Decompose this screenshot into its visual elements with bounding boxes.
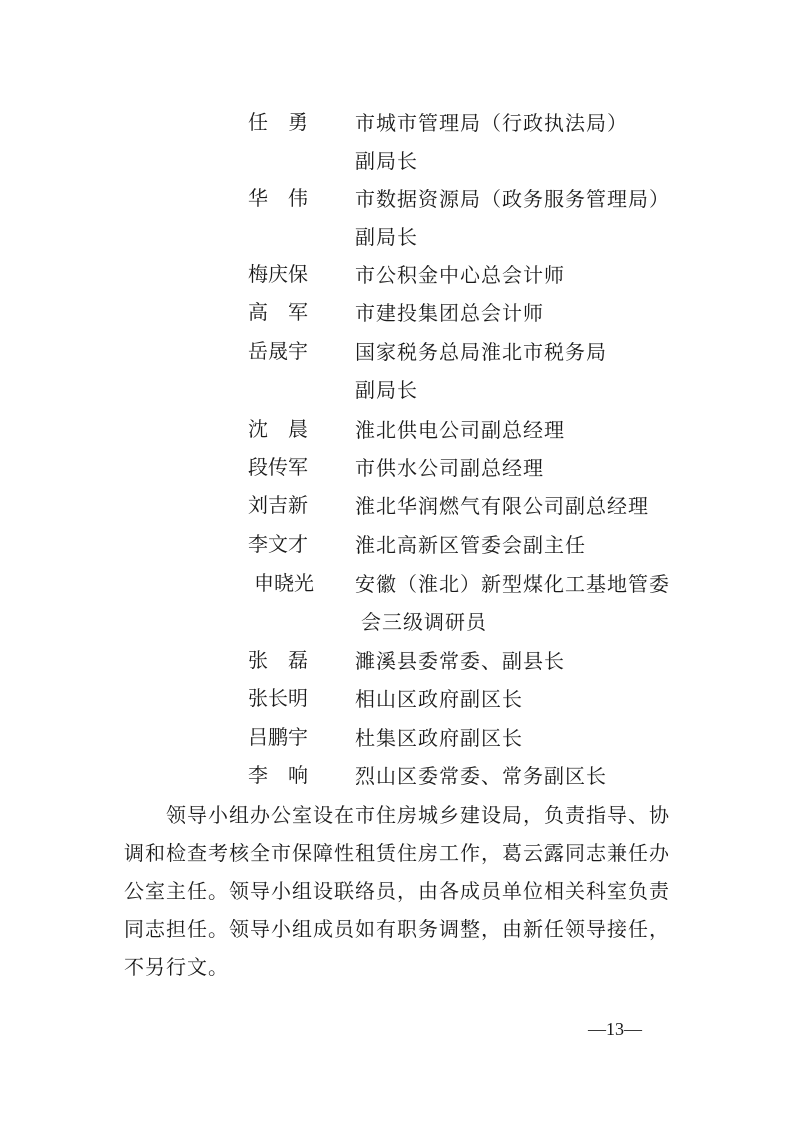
member-row (0, 180, 793, 249)
member-title (355, 757, 685, 795)
member-title-line: 淮北供电公司副总经理 (355, 418, 565, 442)
member-title (355, 104, 685, 180)
member-title-line: 市建投集团总会计师 (355, 301, 544, 325)
page-number: —13— (588, 1019, 642, 1039)
member-title-line: 安徽（淮北）新型煤化工基地管委 (355, 572, 670, 596)
member-row (0, 104, 793, 173)
member-title-line: 市数据资源局（政务服务管理局） (355, 187, 670, 211)
member-title (355, 526, 685, 564)
member-row (0, 487, 793, 527)
member-title-line: 国家税务总局淮北市税务局 (355, 340, 607, 364)
member-title-line: 濉溪县委常委、副县长 (355, 649, 565, 673)
member-name: 岳晟宇 (248, 339, 308, 363)
member-title (355, 449, 685, 487)
member-name: 吕鹏宇 (248, 725, 308, 749)
member-title (355, 642, 685, 680)
member-title (355, 411, 685, 449)
member-title (355, 294, 685, 332)
member-title-line: 杜集区政府副区长 (355, 726, 523, 750)
member-row (0, 333, 793, 402)
member-title-line: 淮北高新区管委会副主任 (355, 533, 586, 557)
notes-line: 不另行文。 (124, 955, 229, 979)
notes-line: 领导小组办公室设在市住房城乡建设局，负责指导、协 (124, 803, 670, 827)
member-title-line: 会三级调研员 (361, 610, 487, 634)
member-row (0, 757, 793, 797)
member-title (355, 333, 685, 409)
member-name: 华 伟 (248, 186, 308, 210)
member-title (355, 719, 685, 757)
member-title (355, 256, 685, 294)
member-title (355, 680, 685, 718)
member-row (0, 411, 793, 451)
member-row (0, 565, 793, 634)
member-row (0, 526, 793, 566)
member-title-line: 副局长 (355, 149, 418, 173)
notes-line: 调和检查考核全市保障性租赁住房工作，葛云露同志兼任办 (124, 841, 670, 865)
member-row (0, 719, 793, 759)
member-title-line: 副局长 (355, 225, 418, 249)
member-name: 梅庆保 (248, 262, 308, 286)
member-name: 李文才 (248, 532, 308, 556)
member-name: 任 勇 (248, 110, 308, 134)
member-name: 李 响 (248, 763, 308, 787)
member-title (355, 487, 685, 525)
member-name: 段传军 (248, 455, 308, 479)
member-title-line: 市城市管理局（行政执法局） (355, 111, 628, 135)
member-title-line: 市公积金中心总会计师 (355, 263, 565, 287)
member-name: 沈 晨 (248, 417, 308, 441)
member-row (0, 294, 793, 334)
member-title-line: 副局长 (355, 378, 418, 402)
office-notes-paragraph (124, 796, 684, 986)
member-row (0, 680, 793, 720)
member-title (355, 565, 685, 641)
member-title (355, 180, 685, 256)
member-name: 高 军 (248, 300, 308, 324)
member-row (0, 256, 793, 296)
member-name: 张长明 (248, 686, 308, 710)
member-name: 申晓光 (254, 571, 314, 595)
notes-line: 公室主任。领导小组设联络员，由各成员单位相关科室负责 (124, 879, 670, 903)
member-title-line: 淮北华润燃气有限公司副总经理 (355, 494, 649, 518)
member-row (0, 642, 793, 682)
member-title-line: 烈山区委常委、常务副区长 (355, 764, 607, 788)
member-row (0, 449, 793, 489)
member-title-line: 市供水公司副总经理 (355, 456, 544, 480)
member-title-line: 相山区政府副区长 (355, 687, 523, 711)
notes-line: 同志担任。领导小组成员如有职务调整，由新任领导接任， (124, 917, 670, 941)
member-name: 张 磊 (248, 648, 308, 672)
member-name: 刘吉新 (248, 493, 308, 517)
